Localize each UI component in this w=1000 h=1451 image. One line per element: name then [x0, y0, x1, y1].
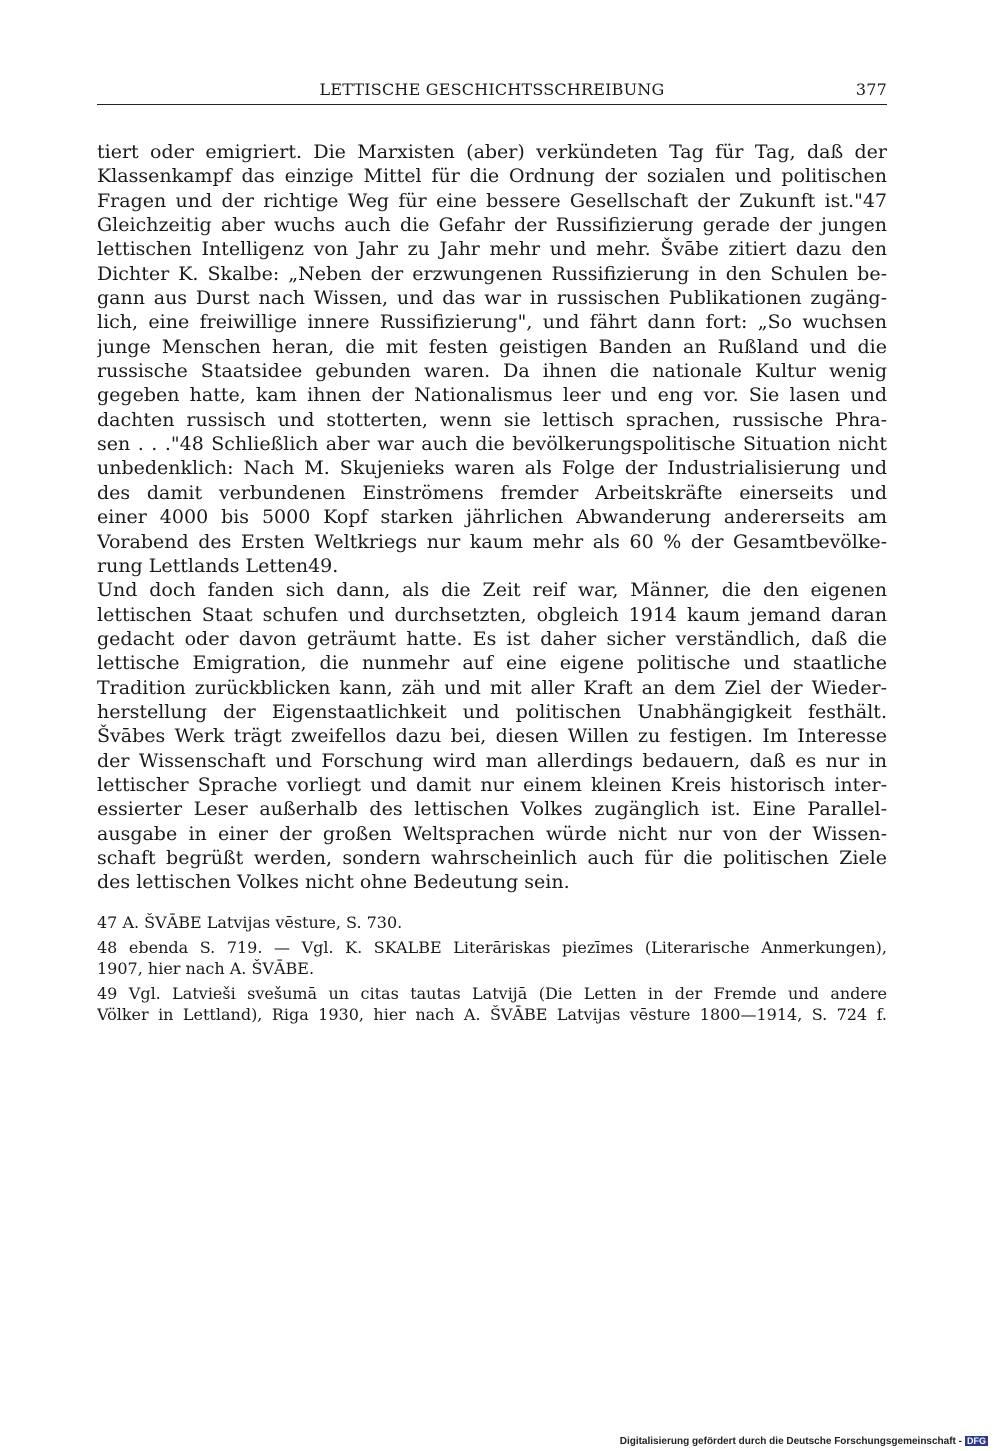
body-line: Gleichzeitig aber wuchs auch die Gefahr der Russifizierung gerade der jungen: [97, 214, 887, 237]
body-line: gegeben hatte, kam ihnen der Nationalismus leer und eng vor. Sie lasen und: [97, 384, 887, 407]
footnotes: [97, 912, 887, 1025]
body-line: Švābes Werk trägt zweifellos dazu bei, diesen Willen zu festigen. Im Interesse: [97, 725, 887, 748]
body-line: rung Lettlands Letten49.: [97, 554, 339, 577]
body-line: ausgabe in einer der großen Weltsprachen würde nicht nur von der Wissen-: [97, 822, 887, 845]
body-line: gedacht oder davon geträumt hatte. Es ist daher sicher verständlich, daß die: [97, 627, 887, 650]
body-text: [97, 140, 887, 895]
body-line: lettischen Staat schufen und durchsetzten, obgleich 1914 kaum jemand daran: [97, 603, 887, 626]
footnote-line: 1907, hier nach A. ŠVĀBE.: [97, 959, 315, 978]
footnote-line: 49 Vgl. Latvieši svešumā un citas tautas Latvijā (Die Letten in der Fremde und andere: [97, 984, 887, 1003]
body-line: schaft begrüßt werden, sondern wahrscheinlich auch für die politischen Ziele: [97, 846, 887, 869]
footnote: [97, 983, 887, 1025]
body-line: lettischen Intelligenz von Jahr zu Jahr mehr und mehr. Švābe zitiert dazu den: [97, 238, 887, 261]
body-line: Dichter K. Skalbe: „Neben der erzwungenen Russifizierung in den Schulen be-: [97, 262, 887, 285]
body-line: herstellung der Eigenstaatlichkeit und politischen Unabhängigkeit festhält.: [97, 700, 887, 723]
body-line: Fragen und der richtige Weg für eine bessere Gesellschaft der Zukunft ist."47: [97, 189, 887, 212]
header-rule: [97, 104, 887, 105]
body-line: des lettischen Volkes nicht ohne Bedeutung sein.: [97, 871, 570, 894]
body-line: sen . . ."48 Schließlich aber war auch die bevölkerungspolitische Situation nicht: [97, 433, 887, 456]
dfg-logo: DFG: [967, 1436, 986, 1447]
page-number: 377: [855, 80, 887, 99]
body-line: gann aus Durst nach Wissen, und das war in russischen Publikationen zugäng-: [97, 287, 887, 310]
footnote-line: Völker in Lettland), Riga 1930, hier nach A. ŠVĀBE Latvijas vēsture 1800—1914, S. 724 f.: [97, 1005, 887, 1024]
credit-text: Digitalisierung gefördert durch die Deutsche Forschungsgemeinschaft -: [619, 1436, 962, 1447]
running-head: [97, 80, 887, 104]
digitization-credit: [620, 1436, 988, 1447]
body-line: Und doch fanden sich dann, als die Zeit reif war, Männer, die den eigenen: [97, 579, 887, 602]
body-line: tiert oder emigriert. Die Marxisten (aber) verkündeten Tag für Tag, daß der: [97, 141, 887, 163]
body-line: lich, eine freiwillige innere Russifizierung", und fährt dann fort: „So wuchsen: [97, 311, 887, 334]
footnote-line: 47 A. ŠVĀBE Latvijas vēsture, S. 730.: [97, 913, 403, 932]
footnote: [97, 912, 887, 933]
body-line: lettischer Sprache vorliegt und damit nur einem kleinen Kreis historisch inter-: [97, 773, 887, 796]
body-line: Klassenkampf das einzige Mittel für die Ordnung der sozialen und politischen: [97, 165, 887, 188]
body-line: essierter Leser außerhalb des lettischen Volkes zugänglich ist. Eine Parallel-: [97, 798, 887, 821]
body-line: Vorabend des Ersten Weltkriegs nur kaum mehr als 60 % der Gesamtbevölke-: [97, 530, 887, 553]
footnote-line: 48 ebenda S. 719. — Vgl. K. SKALBE Literāriskas piezīmes (Literarische Anmerkungen),: [97, 938, 887, 957]
running-head-title: LETTISCHE GESCHICHTSSCHREIBUNG: [319, 80, 665, 99]
body-line: junge Menschen heran, die mit festen geistigen Banden an Rußland und die: [97, 335, 887, 358]
footnote: [97, 937, 887, 979]
body-line: einer 4000 bis 5000 Kopf starken jährlichen Abwanderung andererseits am: [97, 506, 887, 529]
body-line: russische Staatsidee gebunden waren. Da ihnen die nationale Kultur wenig: [97, 360, 887, 383]
body-line: der Wissenschaft und Forschung wird man allerdings bedauern, daß es nur in: [97, 749, 887, 772]
body-line: lettische Emigration, die nunmehr auf eine eigene politische und staatliche: [97, 652, 887, 675]
body-line: dachten russisch und stotterten, wenn sie lettisch sprachen, russische Phra-: [97, 408, 887, 431]
body-line: des damit verbundenen Einströmens fremder Arbeitskräfte einerseits und: [97, 481, 887, 504]
body-line: unbedenklich: Nach M. Skujenieks waren als Folge der Industrialisierung und: [97, 457, 887, 480]
body-line: Tradition zurückblicken kann, zäh und mit aller Kraft an dem Ziel der Wieder-: [97, 676, 887, 699]
